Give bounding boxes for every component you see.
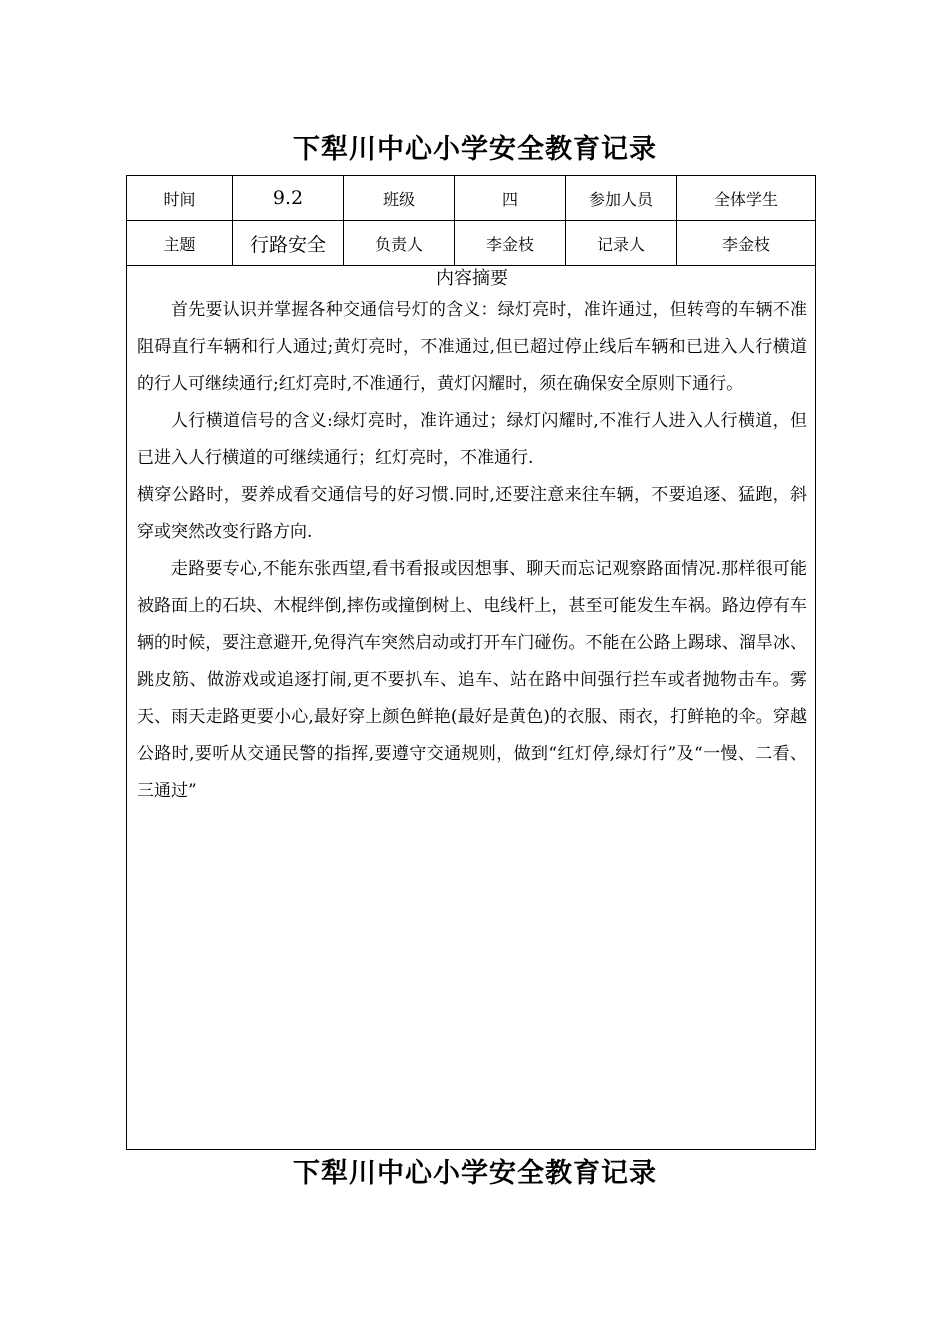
table-row [127, 266, 816, 1150]
participants-value: 全体学生 [677, 176, 816, 221]
participants-label: 参加人员 [566, 176, 677, 221]
content-paragraph: 首先要认识并掌握各种交通信号灯的含义：绿灯亮时，准许通过，但转弯的车辆不准阻碍直行车辆和行人通过;黄灯亮时，不准通过,但已超过停止线后车辆和已进入人行横道的行人可继续通行;红灯亮时,不准通行，黄灯闪耀时，须在确保安全原则下通行。 [137, 300, 807, 394]
content-summary-cell [127, 266, 816, 1150]
table-row [127, 176, 816, 221]
document-title-repeat: 下犁川中心小学安全教育记录 [293, 1158, 657, 1189]
table-row [127, 221, 816, 266]
topic-value: 行路安全 [233, 221, 344, 266]
content-paragraph: 走路要专心,不能东张西望,看书看报或因想事、聊天而忘记观察路面情况.那样很可能被路面上的石块、木棍绊倒,摔伤或撞倒树上、电线杆上，甚至可能发生车祸。路边停有车辆的时候，要注意避开,免得汽车突然启动或打开车门碰伤。不能在公路上踢球、溜旱冰、跳皮筋、做游戏或追逐打闹,更不要扒车、追车、站在路中间强行拦车或者抛物击车。雾天、雨天走路更要小心,最好穿上颜色鲜艳(最好是黄色)的衣服、雨衣，打鲜艳的伞。穿越公路时,要听从交通民警的指挥,要遵守交通规则，做到“红灯停,绿灯行”及“一慢、二看、三通过” [137, 559, 807, 801]
owner-label: 负责人 [344, 221, 455, 266]
time-label: 时间 [127, 176, 233, 221]
class-value: 四 [455, 176, 566, 221]
safety-record-table [126, 175, 816, 1150]
owner-value: 李金枝 [455, 221, 566, 266]
content-heading: 内容摘要 [436, 268, 508, 289]
recorder-value: 李金枝 [677, 221, 816, 266]
content-paragraph: 人行横道信号的含义:绿灯亮时，准许通过；绿灯闪耀时,不准行人进入人行横道，但已进入人行横道的可继续通行；红灯亮时，不准通行. [137, 411, 807, 468]
recorder-label: 记录人 [566, 221, 677, 266]
content-paragraph: 横穿公路时，要养成看交通信号的好习惯.同时,还要注意来往车辆，不要追逐、猛跑，斜穿或突然改变行路方向. [137, 485, 807, 542]
document-title: 下犁川中心小学安全教育记录 [293, 134, 657, 165]
topic-label: 主题 [127, 221, 233, 266]
class-label: 班级 [344, 176, 455, 221]
time-value: 9.2 [233, 176, 344, 221]
